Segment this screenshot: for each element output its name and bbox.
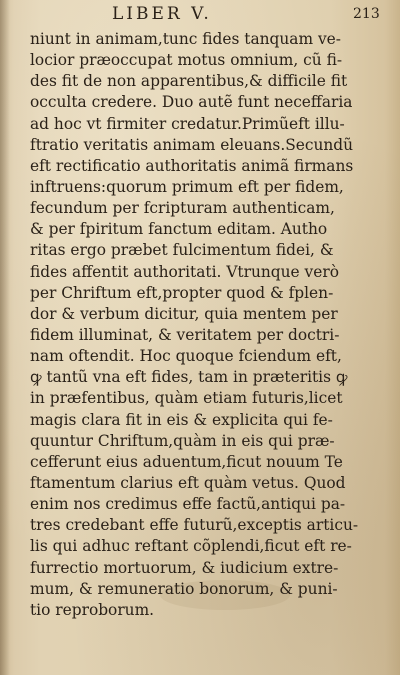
text-line: ꝙ tantũ vna eft fides, tam in præteritis ꝙ xyxy=(30,368,348,387)
text-line: dor & verbum dicitur, quia mentem per xyxy=(30,304,338,323)
running-head: LIBER V. xyxy=(112,4,212,24)
text-line: & per fpiritum fanctum editam. Autho xyxy=(30,220,328,239)
text-line: ad hoc vt firmiter credatur.Primũeft illu- xyxy=(30,114,345,133)
text-line: ftamentum clarius eft quàm vetus. Quod xyxy=(30,473,346,492)
body-text xyxy=(30,29,360,621)
text-line: fides affentit authoritati. Vtrunque verò xyxy=(30,262,339,281)
page-number: 213 xyxy=(353,6,380,22)
text-line: mum, & remuneratio bonorum, & puni- xyxy=(30,579,338,598)
text-line: tres credebant effe futurũ,exceptis articu- xyxy=(30,516,359,535)
text-line: niunt in animam,tunc fides tanquam ve- xyxy=(30,30,341,48)
text-line: ritas ergo præbet fulcimentum fidei, & xyxy=(30,241,334,260)
text-line: fidem illuminat, & veritatem per doctri- xyxy=(30,325,340,344)
gutter-shadow xyxy=(0,0,10,675)
text-line: tio reproborum. xyxy=(30,600,155,619)
text-line: in præfentibus, quàm etiam futuris,licet xyxy=(30,389,343,408)
text-line: occulta credere. Duo autẽ funt neceffaria xyxy=(30,93,353,112)
text-line: ftratio veritatis animam eleuans.Secundũ xyxy=(30,135,354,154)
text-line: quuntur Chriftum,quàm in eis qui præ- xyxy=(30,431,335,450)
text-line: lis qui adhuc reftant cõplendi,ficut eft re- xyxy=(30,537,352,556)
text-line: cefferunt eius aduentum,ficut nouum Te xyxy=(30,452,343,471)
text-line: nam oftendit. Hoc quoque fciendum eft, xyxy=(30,347,342,366)
text-line: fecundum per fcripturam authenticam, xyxy=(30,199,335,218)
text-line: furrectio mortuorum, & iudicium extre- xyxy=(30,558,339,577)
text-line: eft rectificatio authoritatis animã firmans xyxy=(30,156,354,175)
text-line: des fit de non apparentibus,& difficile fit xyxy=(30,72,348,91)
text-line: per Chriftum eft,propter quod & fplen- xyxy=(30,283,334,302)
text-line: locior præoccupat motus omnium, cũ fi- xyxy=(30,51,343,70)
text-line: inftruens:quorum primum eft per fidem, xyxy=(30,177,344,196)
text-line: magis clara fit in eis & explicita qui fe- xyxy=(30,410,333,429)
text-line: enim nos credimus effe factũ,antiqui pa- xyxy=(30,495,346,514)
